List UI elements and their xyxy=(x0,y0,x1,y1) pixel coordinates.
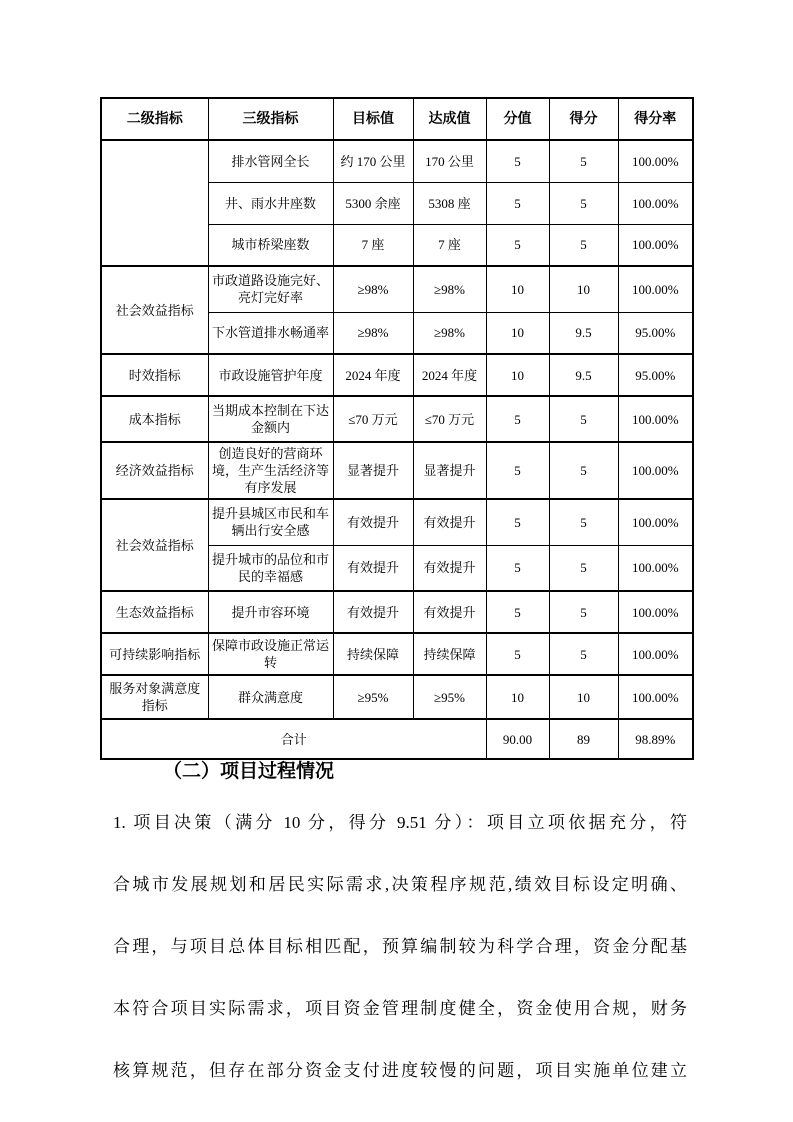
points-cell: 5 xyxy=(486,591,549,633)
level3-cell: 提升市容环境 xyxy=(208,591,333,633)
table-row xyxy=(101,442,693,499)
level3-cell: 提升城市的品位和市民的幸福感 xyxy=(208,545,333,591)
level3-cell: 市政设施管护年度 xyxy=(208,354,333,396)
score-cell: 5 xyxy=(549,140,618,182)
target-cell: ≥98% xyxy=(333,312,413,354)
level2-cell: 生态效益指标 xyxy=(101,591,208,633)
achieved-cell: ≥98% xyxy=(413,312,486,354)
score-cell: 5 xyxy=(549,182,618,224)
rate-cell: 95.00% xyxy=(618,312,693,354)
paragraph-line: 合城市发展规划和居民实际需求,决策程序规范,绩效目标设定明确、 xyxy=(113,875,687,894)
points-cell: 5 xyxy=(486,224,549,266)
table-row xyxy=(101,354,693,396)
table-total-row xyxy=(101,719,693,759)
points-cell: 10 xyxy=(486,266,549,312)
level3-cell: 保障市政设施正常运转 xyxy=(208,633,333,675)
score-cell: 5 xyxy=(549,545,618,591)
level3-cell: 城市桥梁座数 xyxy=(208,224,333,266)
points-cell: 5 xyxy=(486,499,549,545)
level3-cell: 提升县城区市民和车辆出行安全感 xyxy=(208,499,333,545)
score-cell: 5 xyxy=(549,224,618,266)
target-cell: 2024 年度 xyxy=(333,354,413,396)
achieved-cell: 170 公里 xyxy=(413,140,486,182)
points-cell: 10 xyxy=(486,675,549,719)
table-row xyxy=(101,266,693,312)
target-cell: 有效提升 xyxy=(333,591,413,633)
paragraph-line: 1. 项目决策（满分 10 分，得分 9.51 分）：项目立项依据充分，符 xyxy=(113,813,687,832)
points-cell: 10 xyxy=(486,312,549,354)
achieved-cell: 显著提升 xyxy=(413,442,486,499)
achieved-cell: 有效提升 xyxy=(413,499,486,545)
rate-cell: 100.00% xyxy=(618,266,693,312)
points-cell: 5 xyxy=(486,442,549,499)
level3-cell: 当期成本控制在下达金额内 xyxy=(208,396,333,442)
target-cell: ≤70 万元 xyxy=(333,396,413,442)
total-rate-cell: 98.89% xyxy=(618,719,693,759)
table-header-row xyxy=(101,98,693,140)
header-cell-target: 目标值 xyxy=(333,98,413,140)
header-cell-points: 分值 xyxy=(486,98,549,140)
rate-cell: 100.00% xyxy=(618,224,693,266)
achieved-cell: 持续保障 xyxy=(413,633,486,675)
rate-cell: 100.00% xyxy=(618,140,693,182)
level2-cell: 服务对象满意度指标 xyxy=(101,675,208,719)
target-cell: 5300 余座 xyxy=(333,182,413,224)
target-cell: 有效提升 xyxy=(333,499,413,545)
achieved-cell: 2024 年度 xyxy=(413,354,486,396)
target-cell: 持续保障 xyxy=(333,633,413,675)
target-cell: 约 170 公里 xyxy=(333,140,413,182)
level3-cell: 井、雨水井座数 xyxy=(208,182,333,224)
level2-cell: 经济效益指标 xyxy=(101,442,208,499)
total-label-cell: 合计 xyxy=(101,719,486,759)
achieved-cell: 有效提升 xyxy=(413,545,486,591)
table-row xyxy=(101,140,693,182)
achieved-cell: ≥95% xyxy=(413,675,486,719)
performance-table xyxy=(100,97,694,760)
rate-cell: 100.00% xyxy=(618,545,693,591)
achieved-cell: ≤70 万元 xyxy=(413,396,486,442)
paragraph-line: 核算规范，但存在部分资金支付进度较慢的问题，项目实施单位建立 xyxy=(113,1061,687,1080)
points-cell: 5 xyxy=(486,140,549,182)
achieved-cell: 有效提升 xyxy=(413,591,486,633)
level2-cell: 时效指标 xyxy=(101,354,208,396)
total-points-cell: 90.00 xyxy=(486,719,549,759)
target-cell: ≥98% xyxy=(333,266,413,312)
header-cell-level2: 二级指标 xyxy=(101,98,208,140)
achieved-cell: 7 座 xyxy=(413,224,486,266)
level3-cell: 创造良好的营商环境，生产生活经济等有序发展 xyxy=(208,442,333,499)
level3-cell: 下水管道排水畅通率 xyxy=(208,312,333,354)
target-cell: 7 座 xyxy=(333,224,413,266)
rate-cell: 100.00% xyxy=(618,499,693,545)
table-row xyxy=(101,499,693,545)
level2-cell: 成本指标 xyxy=(101,396,208,442)
section-heading: （二）项目过程情况 xyxy=(163,761,335,782)
score-cell: 9.5 xyxy=(549,312,618,354)
points-cell: 5 xyxy=(486,396,549,442)
achieved-cell: ≥98% xyxy=(413,266,486,312)
rate-cell: 100.00% xyxy=(618,442,693,499)
score-cell: 10 xyxy=(549,675,618,719)
score-cell: 5 xyxy=(549,396,618,442)
header-cell-rate: 得分率 xyxy=(618,98,693,140)
score-cell: 5 xyxy=(549,499,618,545)
level3-cell: 排水管网全长 xyxy=(208,140,333,182)
header-cell-achieved: 达成值 xyxy=(413,98,486,140)
points-cell: 5 xyxy=(486,545,549,591)
target-cell: 显著提升 xyxy=(333,442,413,499)
total-score-cell: 89 xyxy=(549,719,618,759)
level2-cell: 可持续影响指标 xyxy=(101,633,208,675)
score-cell: 5 xyxy=(549,591,618,633)
score-cell: 5 xyxy=(549,633,618,675)
points-cell: 5 xyxy=(486,182,549,224)
level2-cell xyxy=(101,140,208,266)
paragraph-line: 本符合项目实际需求，项目资金管理制度健全，资金使用合规，财务 xyxy=(113,999,687,1018)
rate-cell: 100.00% xyxy=(618,591,693,633)
table-row xyxy=(101,633,693,675)
target-cell: ≥95% xyxy=(333,675,413,719)
header-cell-score: 得分 xyxy=(549,98,618,140)
table-row xyxy=(101,675,693,719)
rate-cell: 100.00% xyxy=(618,675,693,719)
points-cell: 10 xyxy=(486,354,549,396)
table-row xyxy=(101,396,693,442)
target-cell: 有效提升 xyxy=(333,545,413,591)
level3-cell: 市政道路设施完好、亮灯完好率 xyxy=(208,266,333,312)
achieved-cell: 5308 座 xyxy=(413,182,486,224)
rate-cell: 100.00% xyxy=(618,396,693,442)
points-cell: 5 xyxy=(486,633,549,675)
score-cell: 5 xyxy=(549,442,618,499)
rate-cell: 100.00% xyxy=(618,633,693,675)
header-cell-level3: 三级指标 xyxy=(208,98,333,140)
paragraph xyxy=(113,792,687,1102)
rate-cell: 95.00% xyxy=(618,354,693,396)
level2-cell: 社会效益指标 xyxy=(101,266,208,354)
table-row xyxy=(101,591,693,633)
level3-cell: 群众满意度 xyxy=(208,675,333,719)
level2-cell: 社会效益指标 xyxy=(101,499,208,591)
paragraph-line: 合理，与项目总体目标相匹配，预算编制较为科学合理，资金分配基 xyxy=(113,937,687,956)
score-cell: 9.5 xyxy=(549,354,618,396)
score-cell: 10 xyxy=(549,266,618,312)
rate-cell: 100.00% xyxy=(618,182,693,224)
